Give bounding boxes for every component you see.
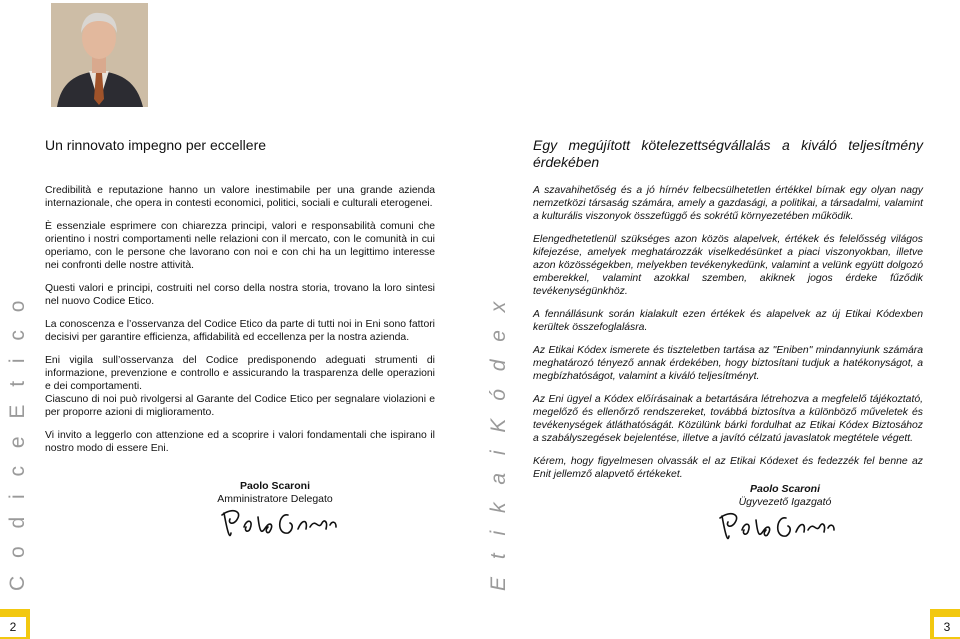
handwritten-signature-right: [716, 508, 838, 544]
side-label-right: E t i k a i K ó d e x: [487, 295, 510, 591]
handwritten-signature-left: [218, 505, 340, 541]
signer-title: Amministratore Delegato: [217, 493, 333, 505]
body-text-left: [45, 184, 435, 465]
page-corner-left: [0, 609, 30, 639]
paragraph: Vi invito a leggerlo con attenzione ed a scoprire i valori fondamentali che ispirano il nostro modo di essere Eni.: [45, 430, 435, 454]
body-text-right: [533, 184, 923, 491]
signer-name: Paolo Scaroni: [749, 483, 821, 495]
paragraph: Credibilità e reputazione hanno un valore inestimabile per una grande azienda internazionale, che opera in contesti economici, politici, sociali e culturali eterogenei.: [45, 185, 435, 209]
side-label-left: C o d i c e E t i c o: [6, 294, 29, 591]
paragraph: È essenziale esprimere con chiarezza principi, valori e responsabilità comuni che orientino i nostri comportamenti nelle relazioni con il mercato, con le comunità in cui operiamo, con le persone che lavorano con noi e con chi ha un legittimo interesse nei confronti delle nostre attività.: [45, 221, 435, 271]
heading-right: Egy megújított kötelezettségvállalás a kiváló teljesítmény érdekében: [533, 137, 923, 170]
signer-title: Ügyvezető Igazgató: [738, 496, 832, 508]
signature-block-left: [200, 480, 350, 506]
heading-left: Un rinnovato impegno per eccellere: [45, 137, 267, 153]
paragraph: Az Etikai Kódex ismerete és tiszteletben tartása az "Eniben" mindannyiunk számára meghatározó tényező annak érdekében, hogy biztosítani tudjuk a hatékonyságot, a megbízhatóságot, valamint a kiváló teljesítményt.: [533, 345, 923, 382]
signature-block-right: [710, 483, 860, 509]
page-corner-right: [930, 609, 960, 639]
paragraph: A szavahihetőség és a jó hírnév felbecsülhetetlen értékkel bírnak egy olyan nagy nemzetközi társaság számára, amely a gazdasági, a politikai, a társadalmi, valamint a kulturális viszonyok összefüggő és sokrétű környezetében működik.: [533, 185, 923, 222]
page-number-right: 3: [934, 617, 960, 637]
paragraph: Az Eni ügyel a Kódex előírásainak a betartására létrehozva a megfelelő tájékoztató, megelőző és ellenőrző rendszereket, továbbá biztosítva a különböző műveletek és tevékenységek átláthatóságát. Közülünk bárki fordulhat az Etikai Kódex Biztosához a szabályszegések bejelentése, illetve a javító célzatú javaslatok megtétele végett.: [533, 394, 923, 444]
paragraph: A fennállásunk során kialakult ezen értékek és alapelvek az új Etikai Kódexben kerültek összefoglalásra.: [533, 309, 923, 333]
paragraph: Questi valori e principi, costruiti nel corso della nostra storia, trovano la loro sintesi nel nuovo Codice Etico.: [45, 283, 435, 307]
paragraph: Kérem, hogy figyelmesen olvassák el az Etikai Kódexet és fedezzék fel benne az Enit jellemző alapvető értékeket.: [533, 456, 923, 480]
paragraph: Elengedhetetlenül szükséges azon közös alapelvek, értékek és felelősség világos kifejezése, amelyek meghatározzák viselkedésünket a piaci viszonyokban, illetve azon közösségekben, melyekben tevékenykedünk, valamint a velünk együtt dolgozó emberekkel, valamint azokkal szemben, akiknek jogos érdeke fűződik tevékenységünkhöz.: [533, 234, 923, 297]
page-number-left: 2: [0, 617, 26, 637]
author-portrait: [51, 3, 148, 107]
paragraph: Eni vigila sull’osservanza del Codice predisponendo adeguati strumenti di informazione, prevenzione e controllo e assicurando la trasparenza delle operazioni e dei comportamenti. Ciascuno di noi può rivolgersi al Garante del Codice Etico per segnalare violazioni e per proporre azioni di miglioramento.: [45, 355, 435, 418]
paragraph: La conoscenza e l’osservanza del Codice Etico da parte di tutti noi in Eni sono fattori decisivi per garantire efficienza, affidabilità ed eccellenza per la nostra azienda.: [45, 319, 435, 343]
signer-name: Paolo Scaroni: [239, 480, 311, 492]
